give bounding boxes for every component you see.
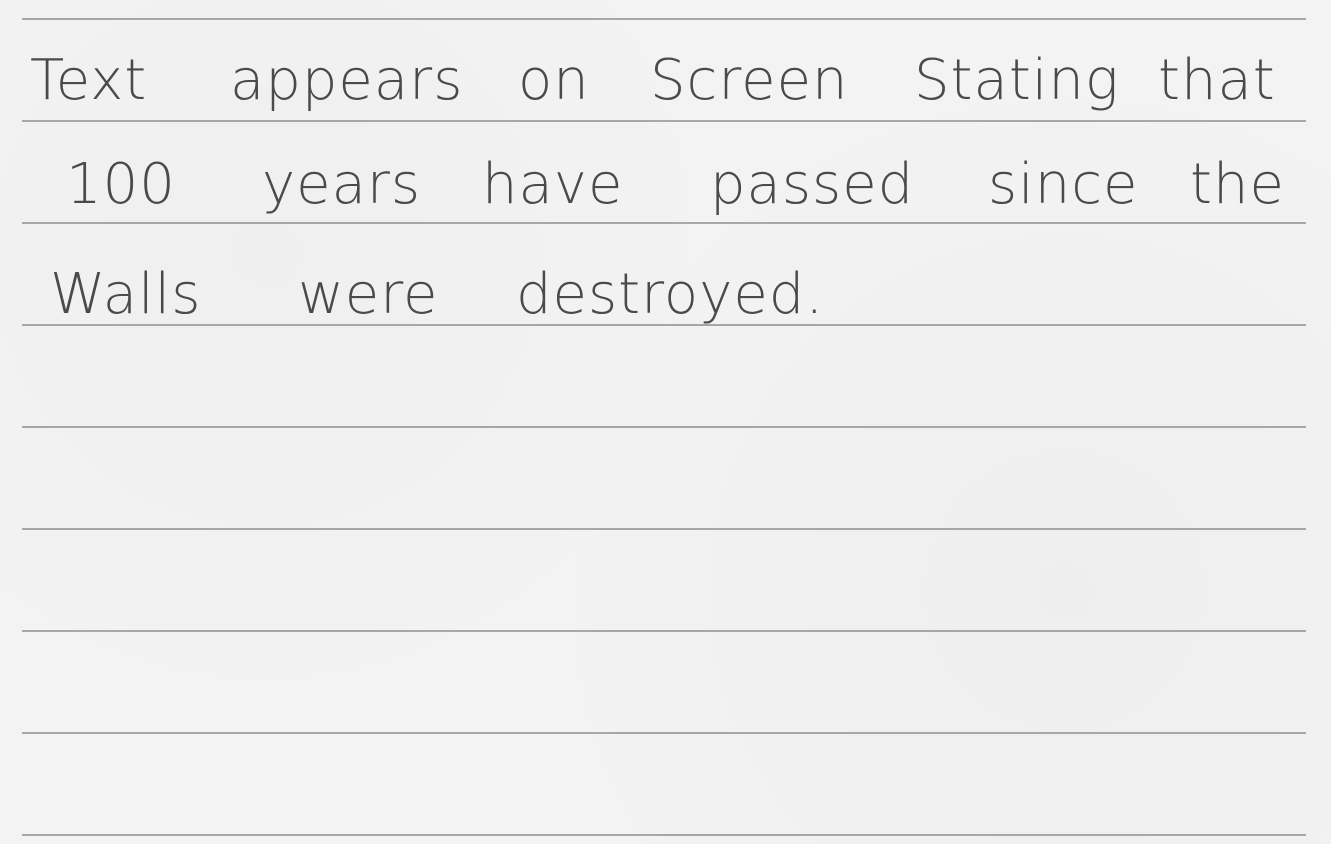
word: were [298,262,439,327]
ruled-line [22,528,1306,530]
ruled-line [22,18,1306,20]
word: Screen [650,48,849,113]
word: Stating [914,48,1120,113]
handwritten-line-3 [30,250,1030,340]
word: years [262,152,422,217]
word: on [518,48,590,113]
ruled-line [22,834,1306,836]
word: the [1190,152,1285,217]
handwritten-line-1 [30,36,1310,126]
word: destroyed. [516,262,825,327]
ruled-line [22,630,1306,632]
word: appears [230,48,464,113]
word: since [988,152,1139,217]
word: 100 [66,152,176,217]
ruled-line [22,426,1306,428]
word: that [1158,48,1276,113]
handwritten-line-2 [30,140,1310,230]
word: Walls [50,262,202,327]
ruled-line [22,732,1306,734]
word: Text [30,48,148,113]
word: have [482,152,624,217]
word: passed [710,152,915,217]
